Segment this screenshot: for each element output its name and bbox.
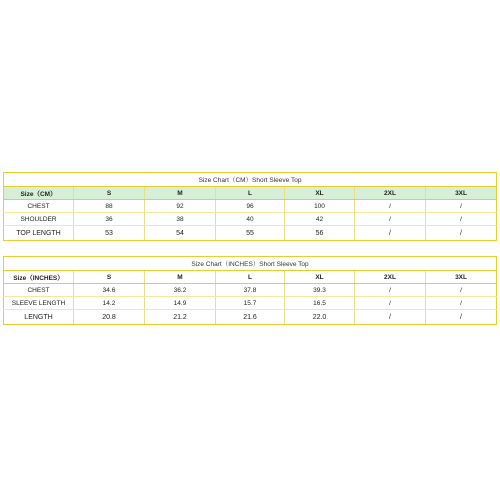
table-cell: / bbox=[355, 310, 426, 325]
table-cell: / bbox=[426, 297, 497, 310]
table-cell: / bbox=[355, 213, 426, 226]
column-header: 3XL bbox=[426, 271, 497, 284]
table-cell: 40 bbox=[216, 213, 285, 226]
row-label: SHOULDER bbox=[4, 213, 74, 226]
column-header: S bbox=[74, 187, 145, 200]
table-row bbox=[4, 297, 497, 310]
table-cell: 88 bbox=[74, 200, 145, 213]
table-cell: / bbox=[355, 226, 426, 241]
table-cell: / bbox=[355, 284, 426, 297]
table-cell: / bbox=[355, 200, 426, 213]
table-row bbox=[4, 200, 497, 213]
column-header: L bbox=[216, 271, 285, 284]
row-label: LENGTH bbox=[4, 310, 74, 325]
table-caption: Size Chart（CM）Short Sleeve Top bbox=[4, 173, 497, 187]
table-cell: 37.8 bbox=[216, 284, 285, 297]
table-cell: 55 bbox=[216, 226, 285, 241]
column-header: Size（CM） bbox=[4, 187, 74, 200]
table-cell: 34.6 bbox=[74, 284, 145, 297]
table-header-row bbox=[4, 271, 497, 284]
table-cell: 53 bbox=[74, 226, 145, 241]
column-header: 2XL bbox=[355, 187, 426, 200]
table-cell: 39.3 bbox=[285, 284, 355, 297]
table-cell: 96 bbox=[216, 200, 285, 213]
row-label: TOP LENGTH bbox=[4, 226, 74, 241]
table-cell: 20.8 bbox=[74, 310, 145, 325]
table-cell: 22.0 bbox=[285, 310, 355, 325]
table-cell: / bbox=[426, 226, 497, 241]
column-header: XL bbox=[285, 271, 355, 284]
table-cell: 100 bbox=[285, 200, 355, 213]
column-header: 3XL bbox=[426, 187, 497, 200]
size-chart-inches-table bbox=[3, 256, 497, 325]
row-label: SLEEVE LENGTH bbox=[4, 297, 74, 310]
table-row bbox=[4, 226, 497, 241]
column-header: XL bbox=[285, 187, 355, 200]
row-label: CHEST bbox=[4, 200, 74, 213]
table-cell: / bbox=[426, 200, 497, 213]
table-cell: 14.2 bbox=[74, 297, 145, 310]
table-cell: 16.5 bbox=[285, 297, 355, 310]
table-header-row bbox=[4, 187, 497, 200]
table-cell: 15.7 bbox=[216, 297, 285, 310]
row-label: CHEST bbox=[4, 284, 74, 297]
column-header: S bbox=[74, 271, 145, 284]
table-cell: / bbox=[426, 213, 497, 226]
column-header: M bbox=[145, 271, 216, 284]
table-cell: / bbox=[426, 284, 497, 297]
size-chart-cm-table bbox=[3, 172, 497, 241]
table-cell: 36.2 bbox=[145, 284, 216, 297]
table-cell: 36 bbox=[74, 213, 145, 226]
table-cell: 54 bbox=[145, 226, 216, 241]
table-row bbox=[4, 310, 497, 325]
column-header: Size（INCHES） bbox=[4, 271, 74, 284]
column-header: M bbox=[145, 187, 216, 200]
table-cell: 92 bbox=[145, 200, 216, 213]
table-row bbox=[4, 213, 497, 226]
table-cell: 38 bbox=[145, 213, 216, 226]
column-header: L bbox=[216, 187, 285, 200]
table-caption: Size Chart（INCHES）Short Sleeve Top bbox=[4, 257, 497, 271]
column-header: 2XL bbox=[355, 271, 426, 284]
table-cell: 21.6 bbox=[216, 310, 285, 325]
table-cell: 42 bbox=[285, 213, 355, 226]
table-row bbox=[4, 284, 497, 297]
table-cell: / bbox=[426, 310, 497, 325]
table-cell: 56 bbox=[285, 226, 355, 241]
table-cell: / bbox=[355, 297, 426, 310]
table-cell: 14.9 bbox=[145, 297, 216, 310]
table-cell: 21.2 bbox=[145, 310, 216, 325]
